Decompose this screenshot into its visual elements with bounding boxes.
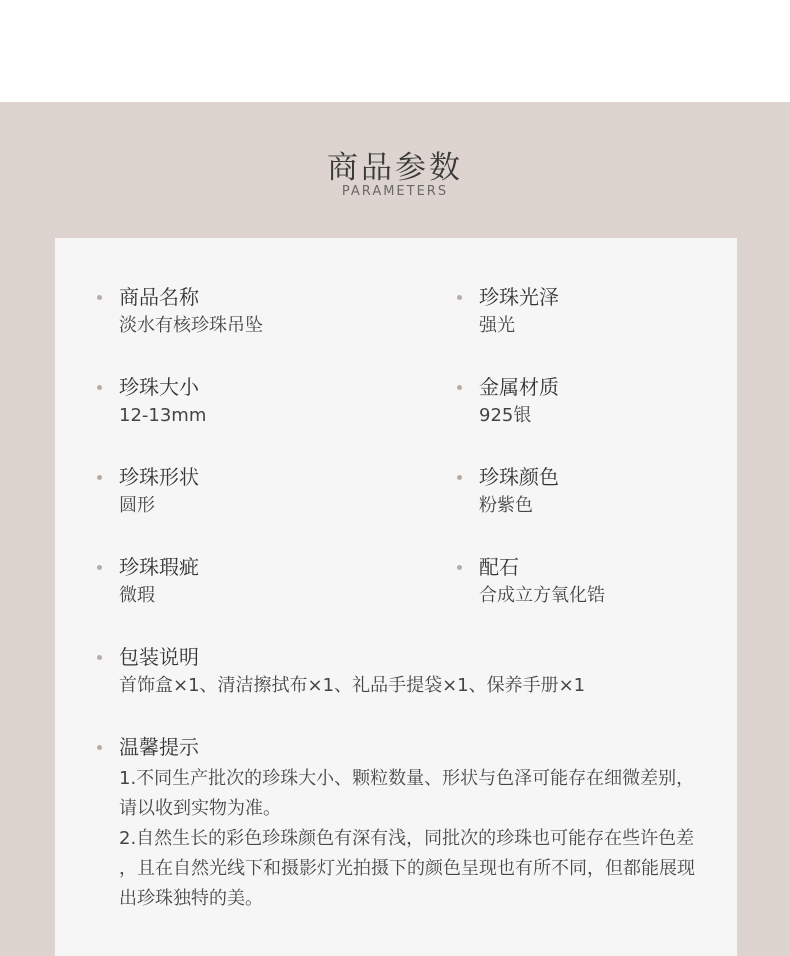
tips-line: 1.不同生产批次的珍珠大小、颗粒数量、形状与色泽可能存在细微差别，请以收到实物为准。 bbox=[119, 768, 695, 819]
bullet-dot-icon bbox=[97, 745, 102, 750]
param-value: 合成立方氧化锆 bbox=[479, 585, 605, 606]
section-title: 商品参数 bbox=[327, 150, 463, 186]
param-value: 首饰盒×1、清洁擦拭布×1、礼品手提袋×1、保养手册×1 bbox=[119, 675, 586, 696]
param-label: 珍珠瑕疵 bbox=[119, 555, 199, 579]
tips-text bbox=[119, 764, 709, 914]
param-value: 圆形 bbox=[119, 495, 155, 516]
param-value: 淡水有核珍珠吊坠 bbox=[119, 315, 263, 336]
param-label: 商品名称 bbox=[119, 285, 199, 309]
param-label: 珍珠大小 bbox=[119, 375, 199, 399]
bullet-dot-icon bbox=[97, 565, 102, 570]
bullet-dot-icon bbox=[457, 295, 462, 300]
parameters-section bbox=[0, 102, 790, 956]
param-value: 粉紫色 bbox=[479, 495, 533, 516]
param-label: 金属材质 bbox=[479, 375, 559, 399]
param-label: 温馨提示 bbox=[119, 735, 199, 759]
param-value: 925银 bbox=[479, 405, 532, 426]
section-subtitle: PARAMETERS bbox=[341, 184, 449, 199]
top-blank-area bbox=[0, 0, 790, 102]
bullet-dot-icon bbox=[457, 565, 462, 570]
param-label: 珍珠颜色 bbox=[479, 465, 559, 489]
parameters-card bbox=[55, 238, 737, 956]
bullet-dot-icon bbox=[97, 475, 102, 480]
tips-line: 2.自然生长的彩色珍珠颜色有深有浅，同批次的珍珠也可能存在些许色差 ，且在自然光线下和摄影灯光拍摄下的颜色呈现也有所不同，但都能展现出珍珠独特的美。 bbox=[119, 828, 695, 909]
param-label: 包装说明 bbox=[119, 645, 199, 669]
param-label: 珍珠光泽 bbox=[479, 285, 559, 309]
param-label: 珍珠形状 bbox=[119, 465, 199, 489]
bullet-dot-icon bbox=[457, 475, 462, 480]
bullet-dot-icon bbox=[97, 295, 102, 300]
bullet-dot-icon bbox=[457, 385, 462, 390]
bullet-dot-icon bbox=[97, 655, 102, 660]
bullet-dot-icon bbox=[97, 385, 102, 390]
param-label: 配石 bbox=[479, 555, 519, 579]
param-value: 微瑕 bbox=[119, 585, 155, 606]
param-value: 12-13mm bbox=[119, 405, 207, 426]
param-value: 强光 bbox=[479, 315, 515, 336]
